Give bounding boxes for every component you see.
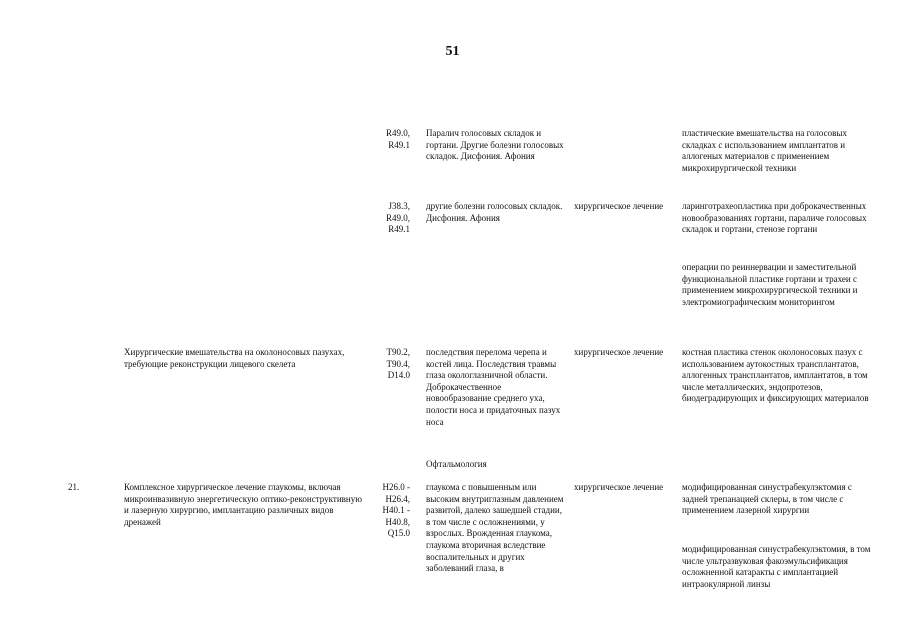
treatment-method: пластические вмешательства на голосовых складках с использованием имплантатов и аллогеных материалов с применением микрохирургической техники <box>682 128 847 173</box>
treatment-method: модифицированная синустрабекулэктомия с задней трепанацией склеры, в том числе с применением лазерной хирургии <box>682 482 852 516</box>
icd-codes: H26.0 - H26.4, H40.1 - H40.8, Q15.0 <box>382 482 410 539</box>
section-title: Офтальмология <box>426 459 487 469</box>
treatment-method: модифицированная синустрабекулэктомия, в том числе ультразвуковая факоэмульсификация осложненной катаракты с имплантацией интраокулярной линзы <box>682 544 871 589</box>
procedure-name: Хирургические вмешательства на околоносовых пазухах, требующие реконструкции лицевого скелета <box>124 347 345 369</box>
treatment-type: хирургическое лечение <box>574 347 664 357</box>
diagnosis: глаукома с повышенным или высоким внутриглазным давлением развитой, далеко зашедшей стадии, в том числе с осложнениями, у взрослых. Врожденная глаукома, глаукома вторичная вследствие воспалительных и других заболеваний глаза, в <box>426 482 564 574</box>
icd-codes: J38.3, R49.0, R49.1 <box>385 201 410 235</box>
page-number: 51 <box>445 44 460 59</box>
icd-codes: R49.0, R49.1 <box>385 128 410 150</box>
treatment-type: хирургическое лечение <box>574 482 664 492</box>
diagnosis: последствия перелома черепа и костей лица. Последствия травмы глаза окологлазничной области. Доброкачественное новообразование среднего уха, полости носа и придаточных пазух носа <box>426 347 561 427</box>
procedure-name: Комплексное хирургическое лечение глаукомы, включая микроинвазивную энергетическую оптико-реконструктивную и лазерную хирургию, имплантацию различных видов дренажей <box>124 482 362 527</box>
row-number: 21. <box>68 482 80 492</box>
icd-codes: T90.2, T90.4, D14.0 <box>386 347 410 381</box>
treatment-method: ларинготрахеопластика при доброкачественных новообразованиях гортани, параличе голосовых складок и гортани, стенозе гортани <box>682 201 867 235</box>
treatment-method: операции по реиннервации и заместительной функциональной пластике гортани и трахеи с применением микрохирургической техники и электромиографическим мониторингом <box>682 262 858 307</box>
diagnosis: другие болезни голосовых складок. Дисфония. Афония <box>426 201 563 223</box>
treatment-type: хирургическое лечение <box>574 201 664 211</box>
treatment-method: костная пластика стенок околоносовых пазух с использованием аутокостных трансплантатов, аллогенных трансплантатов, имплантатов, в том числе металлических, эндопротезов, биодеградирующих и фиксирующих материалов <box>682 347 869 404</box>
diagnosis: Паралич голосовых складок и гортани. Другие болезни голосовых складок. Дисфония. Афония <box>426 128 564 162</box>
